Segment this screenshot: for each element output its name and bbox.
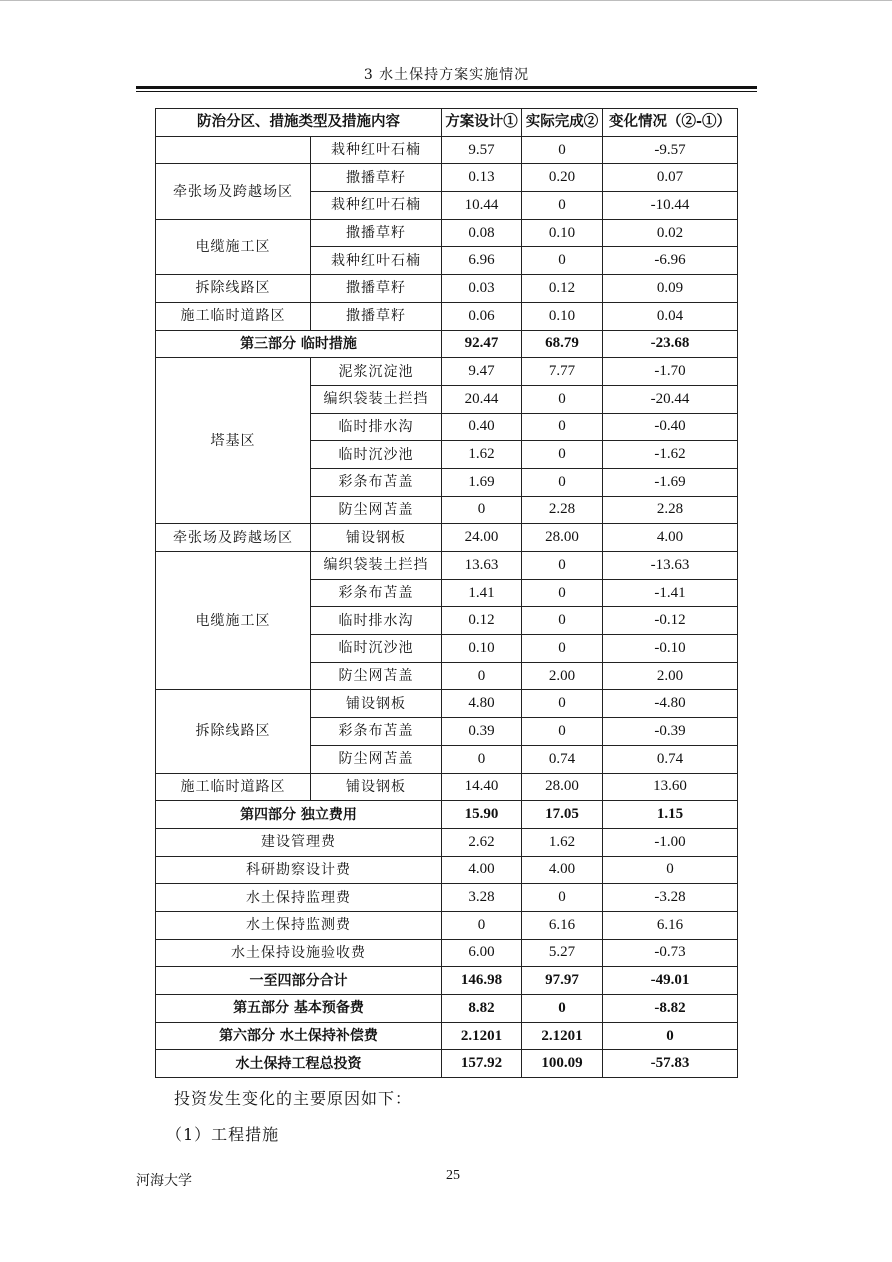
actual-value: 17.05 (522, 801, 603, 829)
page-top-border (0, 0, 892, 1)
measure-item: 彩条布苫盖 (311, 468, 442, 496)
design-value: 4.00 (442, 856, 522, 884)
design-value: 0.39 (442, 718, 522, 746)
design-value: 4.80 (442, 690, 522, 718)
actual-value: 4.00 (522, 856, 603, 884)
design-value: 0 (442, 496, 522, 524)
design-value: 2.62 (442, 828, 522, 856)
measure-item: 栽种红叶石楠 (311, 192, 442, 220)
actual-value: 68.79 (522, 330, 603, 358)
change-value: -1.62 (603, 441, 738, 469)
change-value: 0.02 (603, 219, 738, 247)
column-header-measure: 防治分区、措施类型及措施内容 (156, 109, 442, 137)
section-label: 一至四部分合计 (156, 967, 442, 995)
actual-value: 7.77 (522, 358, 603, 386)
measure-item: 彩条布苫盖 (311, 718, 442, 746)
measure-item: 防尘网苫盖 (311, 745, 442, 773)
change-value: 0 (603, 856, 738, 884)
actual-value: 0.74 (522, 745, 603, 773)
design-value: 6.96 (442, 247, 522, 275)
table-row (156, 330, 738, 358)
change-value: 0.09 (603, 275, 738, 303)
body-paragraph: 投资发生变化的主要原因如下： (174, 1089, 413, 1108)
actual-value: 0.10 (522, 302, 603, 330)
design-value: 1.62 (442, 441, 522, 469)
actual-value: 0 (522, 385, 603, 413)
actual-value: 0.10 (522, 219, 603, 247)
actual-value: 2.1201 (522, 1022, 603, 1050)
change-value: -9.57 (603, 136, 738, 164)
actual-value: 0 (522, 468, 603, 496)
design-value: 1.41 (442, 579, 522, 607)
measure-item: 编织袋装土拦挡 (311, 385, 442, 413)
change-value: -0.40 (603, 413, 738, 441)
change-value: 13.60 (603, 773, 738, 801)
table-row (156, 995, 738, 1023)
zone-label: 施工临时道路区 (156, 302, 311, 330)
table-row (156, 911, 738, 939)
zone-label (156, 136, 311, 164)
measure-item: 防尘网苫盖 (311, 662, 442, 690)
table-header-row (156, 109, 738, 137)
table-row (156, 801, 738, 829)
actual-value: 0 (522, 690, 603, 718)
actual-value: 6.16 (522, 911, 603, 939)
actual-value: 0 (522, 884, 603, 912)
change-value: 6.16 (603, 911, 738, 939)
actual-value: 0 (522, 579, 603, 607)
running-header-title: 3 水土保持方案实施情况 (363, 67, 530, 83)
table-row (156, 967, 738, 995)
measure-item: 临时排水沟 (311, 607, 442, 635)
design-value: 6.00 (442, 939, 522, 967)
design-value: 0.08 (442, 219, 522, 247)
design-value: 15.90 (442, 801, 522, 829)
design-value: 0.13 (442, 164, 522, 192)
change-value: 0.04 (603, 302, 738, 330)
zone-label: 牵张场及跨越场区 (156, 164, 311, 219)
header-rule-thick (136, 86, 757, 89)
measure-item: 栽种红叶石楠 (311, 136, 442, 164)
table-row (156, 856, 738, 884)
measure-item: 泥浆沉淀池 (311, 358, 442, 386)
actual-value: 0 (522, 607, 603, 635)
actual-value: 0 (522, 635, 603, 663)
measure-item: 铺设钢板 (311, 773, 442, 801)
table-row (156, 302, 738, 330)
change-value: -49.01 (603, 967, 738, 995)
design-value: 0 (442, 662, 522, 690)
table-row (156, 939, 738, 967)
design-value: 0.10 (442, 635, 522, 663)
fee-item-label: 水土保持设施验收费 (156, 939, 442, 967)
measure-item: 撒播草籽 (311, 275, 442, 303)
design-value: 20.44 (442, 385, 522, 413)
actual-value: 100.09 (522, 1050, 603, 1078)
actual-value: 2.00 (522, 662, 603, 690)
change-value: -0.39 (603, 718, 738, 746)
column-header-actual: 实际完成② (522, 109, 603, 137)
design-value: 92.47 (442, 330, 522, 358)
section-label: 第六部分 水土保持补偿费 (156, 1022, 442, 1050)
table-row (156, 884, 738, 912)
design-value: 24.00 (442, 524, 522, 552)
change-value: 0 (603, 1022, 738, 1050)
change-value: -3.28 (603, 884, 738, 912)
fee-item-label: 科研勘察设计费 (156, 856, 442, 884)
zone-label: 牵张场及跨越场区 (156, 524, 311, 552)
change-value: -1.00 (603, 828, 738, 856)
change-value: -0.10 (603, 635, 738, 663)
fee-item-label: 水土保持监理费 (156, 884, 442, 912)
section-label: 水土保持工程总投资 (156, 1050, 442, 1078)
table-row (156, 524, 738, 552)
measure-item: 撒播草籽 (311, 302, 442, 330)
table-row (156, 828, 738, 856)
design-value: 2.1201 (442, 1022, 522, 1050)
table-row (156, 773, 738, 801)
actual-value: 28.00 (522, 524, 603, 552)
design-value: 157.92 (442, 1050, 522, 1078)
change-value: -20.44 (603, 385, 738, 413)
change-value: -0.73 (603, 939, 738, 967)
actual-value: 0 (522, 192, 603, 220)
change-value: 2.28 (603, 496, 738, 524)
actual-value: 0 (522, 441, 603, 469)
actual-value: 0 (522, 136, 603, 164)
actual-value: 97.97 (522, 967, 603, 995)
design-value: 3.28 (442, 884, 522, 912)
change-value: 4.00 (603, 524, 738, 552)
change-value: -57.83 (603, 1050, 738, 1078)
design-value: 13.63 (442, 552, 522, 580)
change-value: -8.82 (603, 995, 738, 1023)
design-value: 0.06 (442, 302, 522, 330)
section-label: 第三部分 临时措施 (156, 330, 442, 358)
design-value: 14.40 (442, 773, 522, 801)
measure-item: 栽种红叶石楠 (311, 247, 442, 275)
actual-value: 0 (522, 995, 603, 1023)
change-value: -10.44 (603, 192, 738, 220)
actual-value: 1.62 (522, 828, 603, 856)
measure-item: 铺设钢板 (311, 524, 442, 552)
change-value: -13.63 (603, 552, 738, 580)
zone-label: 电缆施工区 (156, 219, 311, 274)
table-row (156, 136, 738, 164)
zone-label: 施工临时道路区 (156, 773, 311, 801)
measure-item: 撒播草籽 (311, 164, 442, 192)
fee-item-label: 建设管理费 (156, 828, 442, 856)
design-value: 8.82 (442, 995, 522, 1023)
zone-label: 塔基区 (156, 358, 311, 524)
table-row (156, 1022, 738, 1050)
change-value: -0.12 (603, 607, 738, 635)
column-header-design: 方案设计① (442, 109, 522, 137)
design-value: 0.40 (442, 413, 522, 441)
measure-item: 彩条布苫盖 (311, 579, 442, 607)
measure-item: 临时沉沙池 (311, 441, 442, 469)
design-value: 0 (442, 911, 522, 939)
actual-value: 0.12 (522, 275, 603, 303)
change-value: 0.07 (603, 164, 738, 192)
zone-label: 拆除线路区 (156, 275, 311, 303)
measure-item: 撒播草籽 (311, 219, 442, 247)
design-value: 9.47 (442, 358, 522, 386)
design-value: 0.03 (442, 275, 522, 303)
change-value: -23.68 (603, 330, 738, 358)
measure-item: 编织袋装土拦挡 (311, 552, 442, 580)
change-value: -1.70 (603, 358, 738, 386)
design-value: 9.57 (442, 136, 522, 164)
actual-value: 0 (522, 552, 603, 580)
column-header-change: 变化情况（②-①） (603, 109, 738, 137)
zone-label: 电缆施工区 (156, 552, 311, 690)
fee-item-label: 水土保持监测费 (156, 911, 442, 939)
actual-value: 0 (522, 413, 603, 441)
table-row (156, 690, 738, 718)
design-value: 0.12 (442, 607, 522, 635)
measure-item: 铺设钢板 (311, 690, 442, 718)
change-value: -4.80 (603, 690, 738, 718)
investment-comparison-table (155, 108, 738, 1078)
actual-value: 2.28 (522, 496, 603, 524)
footer-university: 河海大学 (136, 1173, 192, 1189)
change-value: 0.74 (603, 745, 738, 773)
design-value: 1.69 (442, 468, 522, 496)
table-row (156, 358, 738, 386)
actual-value: 0.20 (522, 164, 603, 192)
change-value: -1.69 (603, 468, 738, 496)
measure-item: 防尘网苫盖 (311, 496, 442, 524)
section-label: 第五部分 基本预备费 (156, 995, 442, 1023)
measure-item: 临时沉沙池 (311, 635, 442, 663)
change-value: -1.41 (603, 579, 738, 607)
table-row (156, 164, 738, 192)
page-number: 25 (446, 1168, 460, 1183)
actual-value: 0 (522, 718, 603, 746)
change-value: -6.96 (603, 247, 738, 275)
header-rule-thin (136, 91, 757, 92)
table-row (156, 275, 738, 303)
body-subheading: （1）工程措施 (166, 1125, 280, 1144)
actual-value: 0 (522, 247, 603, 275)
design-value: 10.44 (442, 192, 522, 220)
table-row (156, 552, 738, 580)
zone-label: 拆除线路区 (156, 690, 311, 773)
design-value: 0 (442, 745, 522, 773)
design-value: 146.98 (442, 967, 522, 995)
section-label: 第四部分 独立费用 (156, 801, 442, 829)
measure-item: 临时排水沟 (311, 413, 442, 441)
actual-value: 28.00 (522, 773, 603, 801)
actual-value: 5.27 (522, 939, 603, 967)
table-row (156, 1050, 738, 1078)
change-value: 1.15 (603, 801, 738, 829)
change-value: 2.00 (603, 662, 738, 690)
table-row (156, 219, 738, 247)
